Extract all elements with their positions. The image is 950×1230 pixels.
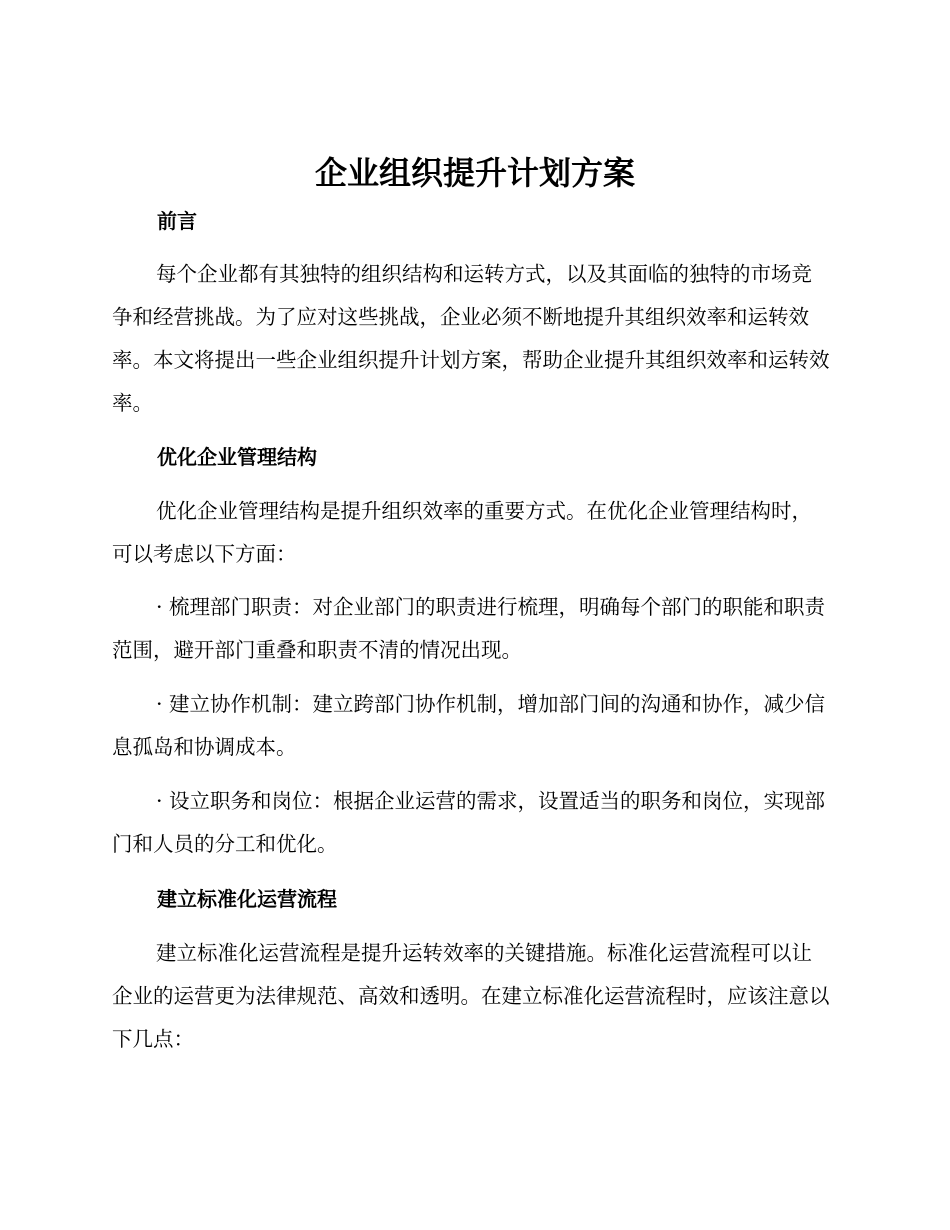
page-title: 企业组织提升计划方案 xyxy=(314,154,635,192)
bullet-item-department-duties: · 梳理部门职责：对企业部门的职责进行梳理，明确每个部门的职能和职责范围，避开部门重叠和职责不清的情况出现。 xyxy=(112,595,826,662)
paragraph-standard-process: 建立标准化运营流程是提升运转效率的关键措施。标准化运营流程可以让企业的运营更为法律规范、高效和透明。在建立标准化运营流程时，应该注意以下几点： xyxy=(112,941,830,1051)
bullet-item-collaboration: · 建立协作机制：建立跨部门协作机制，增加部门间的沟通和协作，减少信息孤岛和协调成本。 xyxy=(112,692,826,759)
section-heading-preface: 前言 xyxy=(157,209,197,233)
paragraph-preface: 每个企业都有其独特的组织结构和运转方式，以及其面临的独特的市场竞争和经营挑战。为了应对这些挑战，企业必须不断地提升其组织效率和运转效率。本文将提出一些企业组织提升计划方案，帮助企业提升其组织效率和运转效率。 xyxy=(112,262,830,415)
bullet-item-positions: · 设立职务和岗位：根据企业运营的需求，设置适当的职务和岗位，实现部门和人员的分工和优化。 xyxy=(112,789,826,856)
section-heading-optimize-structure: 优化企业管理结构 xyxy=(157,445,317,469)
paragraph-optimize-intro: 优化企业管理结构是提升组织效率的重要方式。在优化企业管理结构时，可以考虑以下方面： xyxy=(112,499,812,566)
section-heading-standard-process: 建立标准化运营流程 xyxy=(157,887,337,911)
